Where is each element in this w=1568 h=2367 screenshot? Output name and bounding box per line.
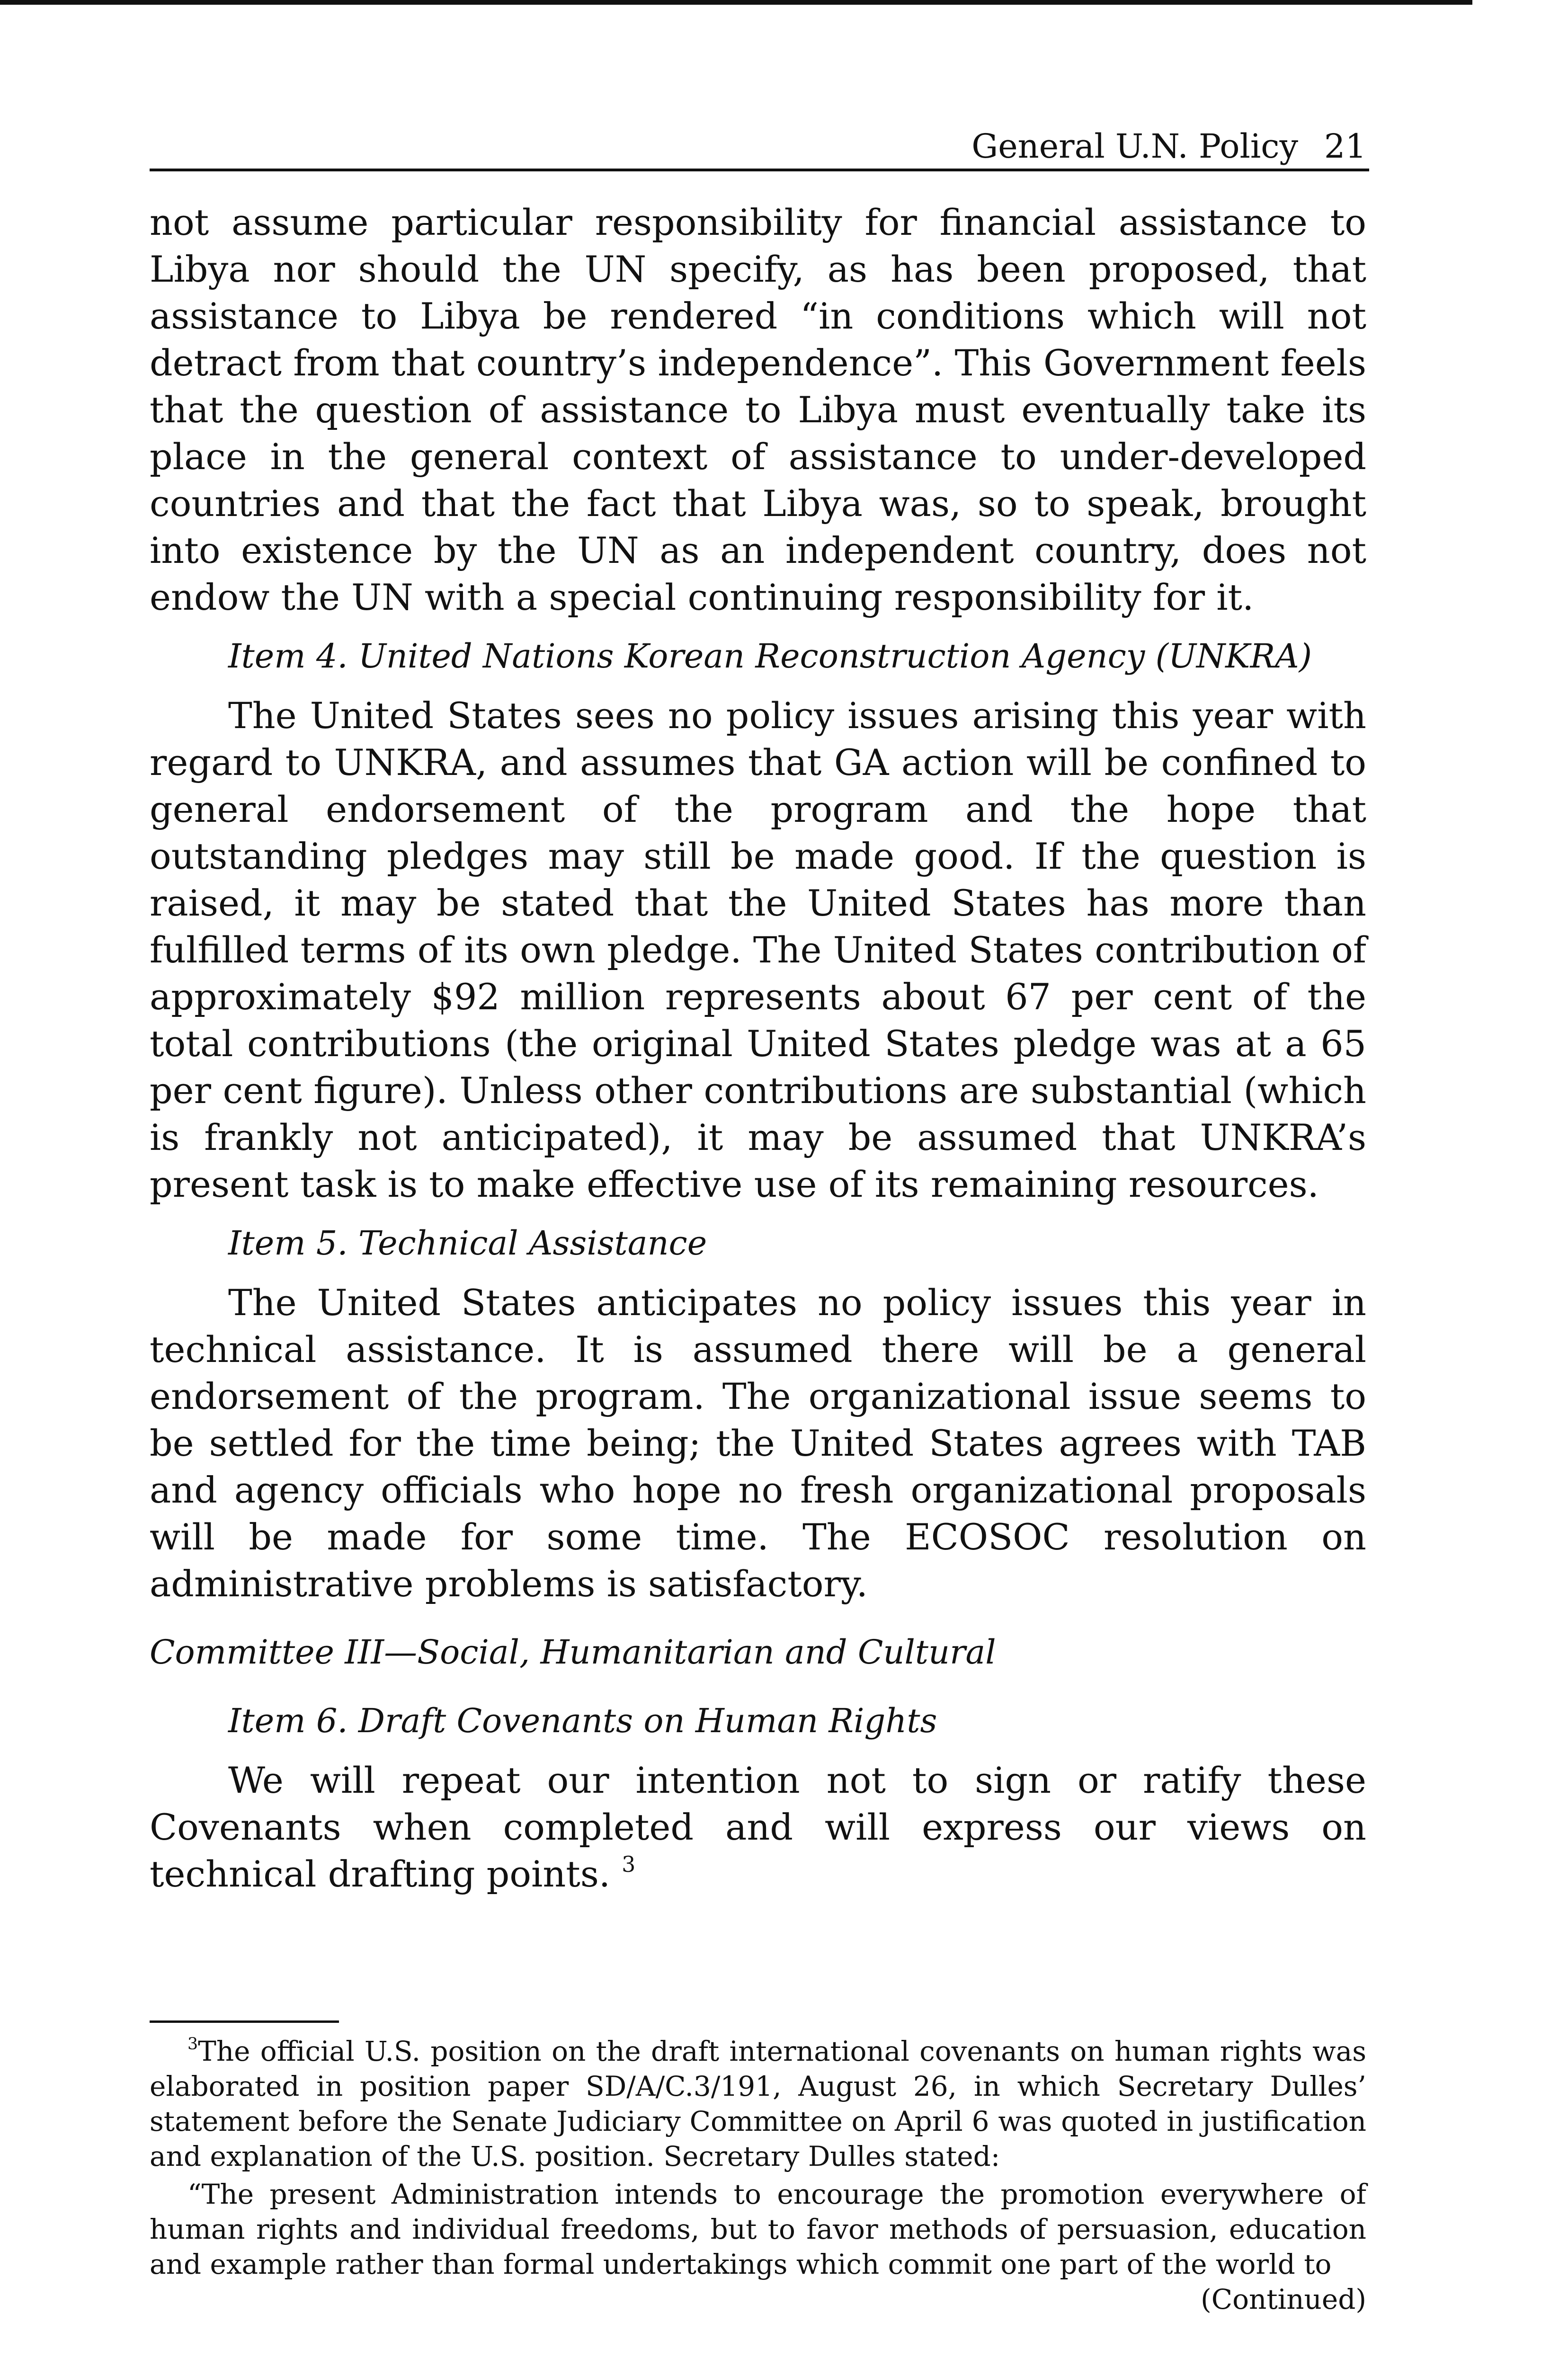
- paragraph-unkra: The United States sees no policy issues arising this year with regard to UNKRA, and assumes that GA action will be confined to general endorsement of the program and the hope that outstanding pledges may still be made good. If the question is raised, it may be stated that the United States has more than fulfilled terms of its own pledge. The United States contribution of approximately $92 million represents about 67 per cent of the total contributions (the original United States pledge was at a 65 per cent figure). Unless other contributions are substantial (which is frankly not anticipated), it may be assumed that UNKRA’s present task is to make effective use of its remaining resources.: [150, 694, 1366, 1205]
- footnote-3: [150, 2034, 1366, 2174]
- footnote-continued: (Continued): [1201, 2283, 1366, 2315]
- paragraph-covenants: [150, 1757, 1366, 1897]
- paragraph-covenants-text: We will repeat our intention not to sign or ratify these Covenants when completed and will express our views on technical drafting points.: [150, 1759, 1366, 1895]
- footnote-rule: [150, 2020, 339, 2023]
- footnote-3-text: The official U.S. position on the draft international covenants on human rights was elaborated in position paper SD/A/C.3/191, August 26, in which Secretary Dulles’ statement before the Senate Judiciary Committee on April 6 was quoted in justification and explanation of the U.S. position. Secretary Dulles stated:: [150, 2035, 1366, 2172]
- page-header: [150, 124, 1369, 171]
- item-5-heading: Item 5. Technical Assistance: [228, 1224, 707, 1263]
- footnotes: [150, 2034, 1366, 2317]
- footnote-3-quote: “The present Administration intends to encourage the promotion everywhere of human rights and individual freedoms, but to favor methods of persuasion, education and example rather than formal undertakings which commit one part of the world to: [150, 2178, 1366, 2280]
- footnote-marker: 3: [187, 2035, 198, 2054]
- page-number: 21: [1324, 127, 1366, 166]
- item-6-heading: Item 6. Draft Covenants on Human Rights: [228, 1701, 937, 1740]
- item-4-heading: Item 4. United Nations Korean Reconstruction Agency (UNKRA): [228, 637, 1312, 676]
- header-rule: [150, 169, 1369, 171]
- running-title: General U.N. Policy: [971, 127, 1298, 166]
- paragraph-technical-assistance: The United States anticipates no policy issues this year in technical assistance. It is assumed there will be a general endorsement of the program. The organizational issue seems to be settled for the time being; the United States agrees with TAB and agency officials who hope no fresh organizational proposals will be made for some time. The ECOSOC resolution on administrative problems is satisfactory.: [150, 1281, 1366, 1605]
- top-border-rule: [0, 0, 1472, 5]
- footnote-ref-3: 3: [622, 1852, 636, 1878]
- committee-heading: Committee III—Social, Humanitarian and Cultural: [150, 1633, 996, 1672]
- page-body: [150, 199, 1366, 1897]
- paragraph-libya: not assume particular responsibility for financial assistance to Libya nor should the UN specify, as has been proposed, that assistance to Libya be rendered “in conditions which will not detract from that country’s independence”. This Government feels that the question of assistance to Libya must eventually take its place in the general context of assistance to under-developed countries and that the fact that Libya was, so to speak, brought into existence by the UN as an independent country, does not endow the UN with a special continuing responsibility for it.: [150, 201, 1366, 618]
